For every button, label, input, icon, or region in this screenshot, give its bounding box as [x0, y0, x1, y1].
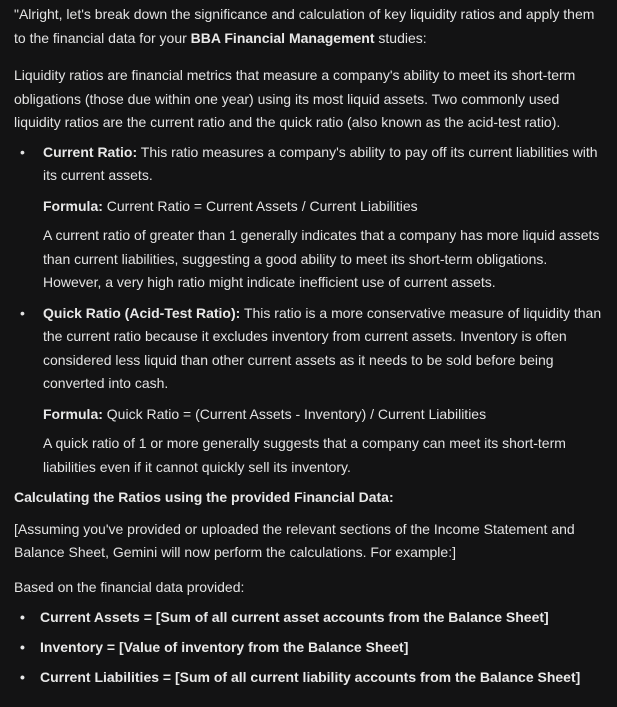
bullet-icon: •	[20, 143, 25, 160]
ratio-item-quick	[14, 302, 607, 480]
ratio-note: A current ratio of greater than 1 generally indicates that a company has more liquid assets than current liabilities, suggesting a good ability to meet its short-term obligations. However, a very high ratio might indicate inefficient use of current assets.	[43, 227, 600, 290]
formula-label: Formula:	[43, 405, 103, 422]
formula-text: Quick Ratio = (Current Assets - Inventory) / Current Liabilities	[102, 405, 487, 422]
ratio-formula	[43, 195, 607, 219]
intro-paragraph	[14, 3, 607, 50]
ratio-item-current	[14, 141, 607, 295]
assumption-paragraph: [Assuming you've provided or uploaded the relevant sections of the Income Statement and Balance Sheet, Gemini will now perform the calculations. For example:]	[14, 520, 575, 560]
based-on-paragraph: Based on the financial data provided:	[14, 578, 245, 595]
item-text: Current Liabilities = [Sum of all current liability accounts from the Balance Sheet]	[40, 669, 581, 685]
intro-suffix: studies:	[374, 29, 427, 46]
list-item	[14, 606, 607, 630]
data-item-list	[14, 606, 607, 690]
ratio-name: Quick Ratio (Acid-Test Ratio):	[43, 304, 241, 321]
intro-prefix: "Alright, let's break down the significance and calculation of key liquidity ratios and apply them to the financial data for your	[14, 6, 595, 46]
bullet-icon: •	[20, 639, 25, 655]
ratio-name: Current Ratio:	[43, 143, 138, 160]
ratio-description: This ratio is a more conservative measure of liquidity than the current ratio because it excludes inventory from current assets. Inventory is often considered less liquid than other current assets as it needs to be sold before being converted into cash.	[43, 304, 602, 391]
ratio-formula	[43, 403, 607, 427]
calc-heading	[14, 486, 607, 510]
ratio-heading	[43, 302, 607, 396]
ratio-heading	[43, 141, 607, 188]
item-text: Inventory = [Value of inventory from the Balance Sheet]	[40, 639, 409, 655]
ratio-note: A quick ratio of 1 or more generally suggests that a company can meet its short-term liabilities even if it cannot quickly sell its inventory.	[43, 435, 566, 475]
definition-paragraph: Liquidity ratios are financial metrics that measure a company's ability to meet its short-term obligations (those due within one year) using its most liquid assets. Two commonly used liquidity ratios are the current ratio and the quick ratio (also known as the acid-test ratio).	[14, 67, 576, 130]
bullet-icon: •	[20, 304, 25, 321]
bullet-icon: •	[20, 609, 25, 625]
formula-text: Current Ratio = Current Assets / Current Liabilities	[102, 197, 418, 214]
intro-emphasis: BBA Financial Management	[190, 29, 375, 46]
list-item	[14, 666, 607, 690]
ratio-list	[14, 141, 607, 480]
ratio-description: This ratio measures a company's ability to pay off its current liabilities with its current assets.	[43, 143, 598, 183]
formula-label: Formula:	[43, 197, 103, 214]
item-text: Current Assets = [Sum of all current asset accounts from the Balance Sheet]	[40, 609, 549, 625]
calc-heading-text: Calculating the Ratios using the provided Financial Data:	[14, 489, 394, 505]
bullet-icon: •	[20, 669, 25, 685]
list-item	[14, 636, 607, 660]
